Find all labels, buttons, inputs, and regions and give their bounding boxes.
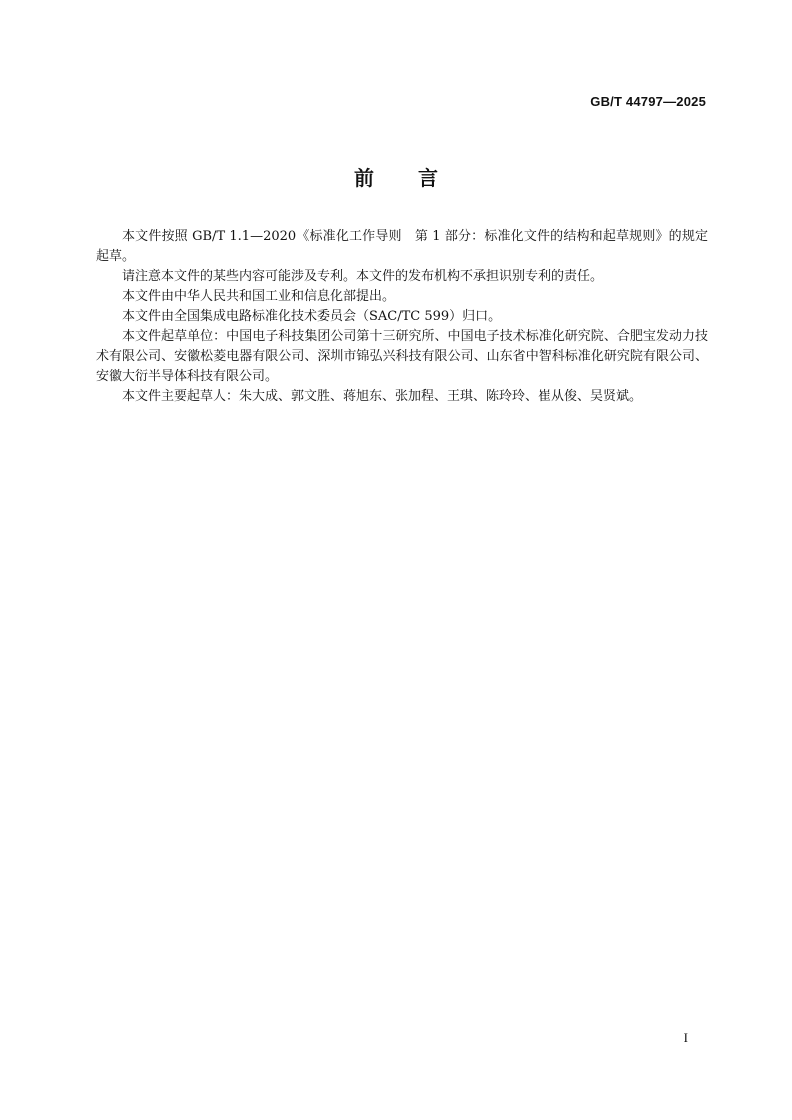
- page-title: [0, 162, 792, 191]
- paragraph-proposer: 本文件由中华人民共和国工业和信息化部提出。: [122, 289, 396, 304]
- standard-code: GB/T 44797—2025: [590, 94, 706, 109]
- paragraph-main-drafters: 本文件主要起草人：朱大成、郭文胜、蒋旭东、张加程、王琪、陈玲玲、崔从俊、吴贤斌。: [122, 389, 643, 404]
- paragraph-technical-committee: 本文件由全国集成电路标准化技术委员会（SAC/TC 599）归口。: [122, 309, 502, 324]
- foreword-body: [96, 227, 708, 407]
- paragraph-drafting-rules: 本文件按照 GB/T 1.1—2020《标准化工作导则 第 1 部分：标准化文件的结构和起草规则》的规定起草。: [96, 229, 708, 264]
- title-char-1: 前: [354, 166, 374, 190]
- title-char-2: 言: [418, 166, 438, 190]
- paragraph-drafting-organizations: 本文件起草单位：中国电子科技集团公司第十三研究所、中国电子技术标准化研究院、合肥宝发动力技术有限公司、安徽松菱电器有限公司、深圳市锦弘兴科技有限公司、山东省中智科标准化研究院有限公司、安徽大衍半导体科技有限公司。: [96, 329, 708, 384]
- page-number: I: [683, 1030, 688, 1045]
- paragraph-patent-notice: 请注意本文件的某些内容可能涉及专利。本文件的发布机构不承担识别专利的责任。: [122, 269, 604, 284]
